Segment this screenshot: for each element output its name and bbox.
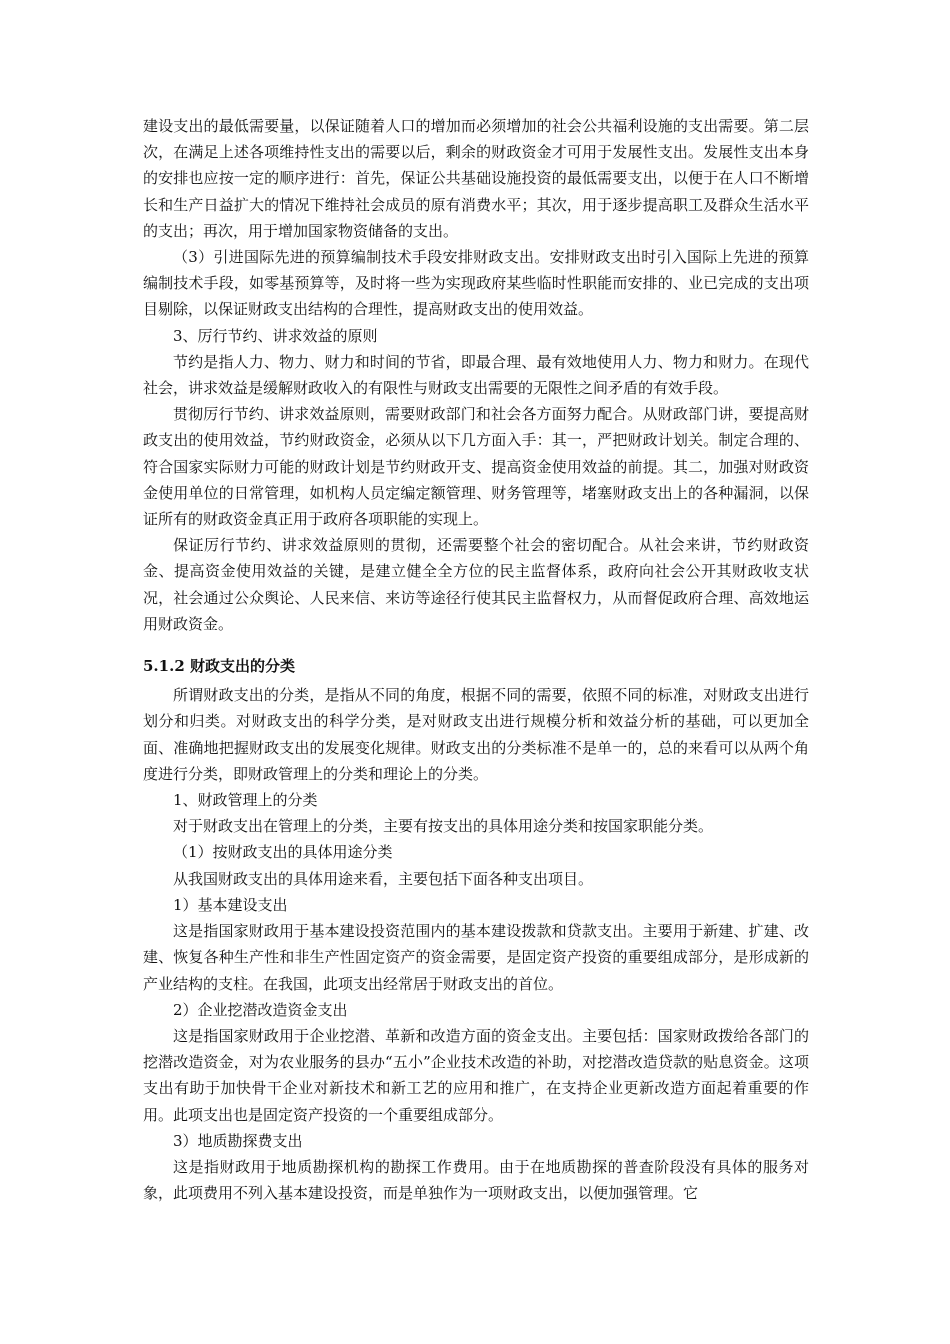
paragraph-by-usage-intro: 从我国财政支出的具体用途来看，主要包括下面各种支出项目。 (173, 869, 594, 888)
paragraph-geological-survey: 这是指财政用于地质勘探机构的勘探工作费用。由于在地质勘探的普查阶段没有具体的服务对象，此项费用不列入基本建设投资，而是单独作为一项财政支出，以便加强管理。它 (143, 1157, 809, 1203)
paragraph-development-expenditure: 建设支出的最低需要量，以保证随着人口的增加而必须增加的社会公共福利设施的支出需要。第二层次，在满足上述各项维持性支出的需要以后，剩余的财政资金才可用于发展性支出。发展性支出本身的安排也应按一定的顺序进行：首先，保证公共基础设施投资的最低需要支出，以便于在人口不断增长和生产日益扩大的情况下维持社会成员的原有消费水平；其次，用于逐步提高职工及群众生活水平的支出；再次，用于增加国家物资储备的支出。 (143, 117, 809, 240)
subheading-thrift-principle: 3、厉行节约、讲求效益的原则 (173, 326, 378, 345)
paragraph-thrift-definition: 节约是指人力、物力、财力和时间的节省，即最合理、最有效地使用人力、物力和财力。在现代社会，讲求效益是缓解财政收入的有限性与财政支出需要的无限性之间矛盾的有效手段。 (143, 352, 809, 398)
item-heading-enterprise-renovation: 2）企业挖潜改造资金支出 (173, 1000, 348, 1019)
document-page (143, 113, 809, 1206)
subheading-management-classification: 1、财政管理上的分类 (173, 791, 318, 810)
paragraph-management-classification: 对于财政支出在管理上的分类，主要有按支出的具体用途分类和按国家职能分类。 (173, 817, 714, 836)
item-heading-geological-survey: 3）地质勘探费支出 (173, 1131, 303, 1150)
paragraph-finance-department: 贯彻厉行节约、讲求效益原则，需要财政部门和社会各方面努力配合。从财政部门讲，要提高财政支出的使用效益，节约财政资金，必须从以下几方面入手：其一，严把财政计划关。制定合理的、符合国家实际财力可能的财政计划是节约财政开支、提高资金使用效益的前提。其二，加强对财政资金使用单位的日常管理，如机构人员定编定额管理、财务管理等，堵塞财政支出上的各种漏洞，以保证所有的财政资金真正用于政府各项职能的实现上。 (143, 405, 809, 529)
section-heading-classification: 5.1.2 财政支出的分类 (143, 657, 295, 676)
paragraph-classification-intro: 所谓财政支出的分类，是指从不同的角度，根据不同的需要，依照不同的标准，对财政支出进行划分和归类。对财政支出的科学分类，是对财政支出进行规模分析和效益分析的基础，可以更加全面、准确地把握财政支出的发展变化规律。财政支出的分类标准不是单一的，总的来看可以从两个角度进行分类，即财政管理上的分类和理论上的分类。 (143, 686, 809, 783)
paragraph-budget-technique: （3）引进国际先进的预算编制技术手段安排财政支出。安排财政支出时引入国际上先进的预算编制技术手段，如零基预算等，及时将一些为实现政府某些临时性职能而安排的、业已完成的支出项目剔除，以保证财政支出结构的合理性，提高财政支出的使用效益。 (143, 248, 809, 319)
subheading-by-usage: （1）按财政支出的具体用途分类 (173, 843, 393, 862)
paragraph-capital-construction: 这是指国家财政用于基本建设投资范围内的基本建设拨款和贷款支出。主要用于新建、扩建、改建、恢复各种生产性和非生产性固定资产的资金需要，是固定资产投资的重要组成部分，是形成新的产业结构的支柱。在我国，此项支出经常居于财政支出的首位。 (143, 922, 809, 993)
paragraph-enterprise-renovation: 这是指国家财政用于企业挖潜、革新和改造方面的资金支出。主要包括：国家财政拨给各部门的挖潜改造资金，对为农业服务的县办“五小”企业技术改造的补助，对挖潜改造贷款的贴息资金。这项支出有助于加快骨干企业对新技术和新工艺的应用和推广，在支持企业更新改造方面起着重要的作用。此项支出也是固定资产投资的一个重要组成部分。 (143, 1026, 809, 1124)
paragraph-society-cooperation: 保证厉行节约、讲求效益原则的贯彻，还需要整个社会的密切配合。从社会来讲，节约财政资金、提高资金使用效益的关键，是建立健全全方位的民主监督体系，政府向社会公开其财政收支状况，社会通过公众舆论、人民来信、来访等途径行使其民主监督权力，从而督促政府合理、高效地运用财政资金。 (143, 536, 809, 633)
item-heading-capital-construction: 1）基本建设支出 (173, 895, 288, 914)
